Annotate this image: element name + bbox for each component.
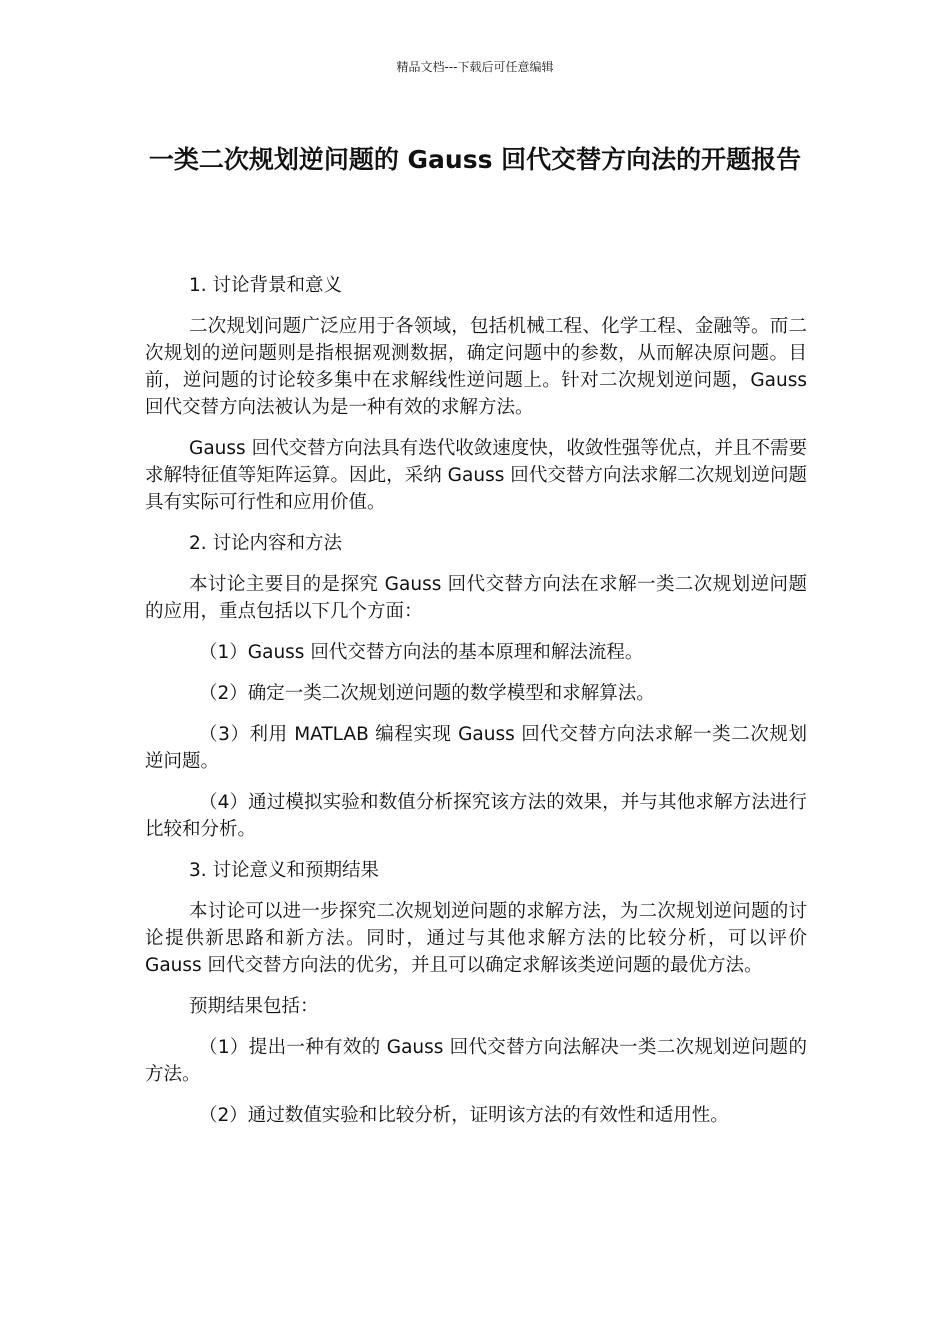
section-heading-significance: 3. 讨论意义和预期结果 bbox=[189, 860, 380, 881]
paragraph-content-intro: 本讨论主要目的是探究 Gauss 回代交替方向法在求解一类二次规划逆问题的应用，重点包括以下几个方面： bbox=[145, 574, 807, 622]
page-header: 精品文档---下载后可任意编辑 bbox=[396, 60, 554, 74]
list-item: （3）利用 MATLAB 编程实现 Gauss 回代交替方向法求解一类二次规划逆问题。 bbox=[145, 724, 807, 772]
paragraph-significance: 本讨论可以进一步探究二次规划逆问题的求解方法，为二次规划逆问题的讨论提供新思路和新方法。同时，通过与其他求解方法的比较分析，可以评价 Gauss 回代交替方向法的优劣，并且可以确定求解该类逆问题的最优方法。 bbox=[145, 901, 807, 976]
paragraph-expected-intro: 预期结果包括： bbox=[189, 996, 319, 1017]
list-item: （1）Gauss 回代交替方向法的基本原理和解法流程。 bbox=[199, 642, 644, 663]
section-heading-content: 2. 讨论内容和方法 bbox=[189, 533, 343, 554]
list-item: （4）通过模拟实验和数值分析探究该方法的效果，并与其他求解方法进行比较和分析。 bbox=[145, 792, 807, 840]
document-body bbox=[145, 272, 807, 1143]
paragraph-background-1: 二次规划问题广泛应用于各领域，包括机械工程、化学工程、金融等。而二次规划的逆问题则是指根据观测数据，确定问题中的参数，从而解决原问题。目前，逆问题的讨论较多集中在求解线性逆问题上。针对二次规划逆问题，Gauss 回代交替方向法被认为是一种有效的求解方法。 bbox=[145, 316, 807, 418]
paragraph-background-2: Gauss 回代交替方向法具有迭代收敛速度快，收敛性强等优点，并且不需要求解特征值等矩阵运算。因此，采纳 Gauss 回代交替方向法求解二次规划逆问题具有实际可行性和应用价值。 bbox=[145, 438, 807, 513]
list-item: （1）提出一种有效的 Gauss 回代交替方向法解决一类二次规划逆问题的方法。 bbox=[145, 1037, 807, 1085]
list-item: （2）通过数值实验和比较分析，证明该方法的有效性和适用性。 bbox=[199, 1105, 729, 1126]
list-item: （2）确定一类二次规划逆问题的数学模型和求解算法。 bbox=[199, 683, 655, 704]
document-title: 一类二次规划逆问题的 Gauss 回代交替方向法的开题报告 bbox=[148, 145, 802, 174]
section-heading-background: 1. 讨论背景和意义 bbox=[189, 275, 343, 296]
